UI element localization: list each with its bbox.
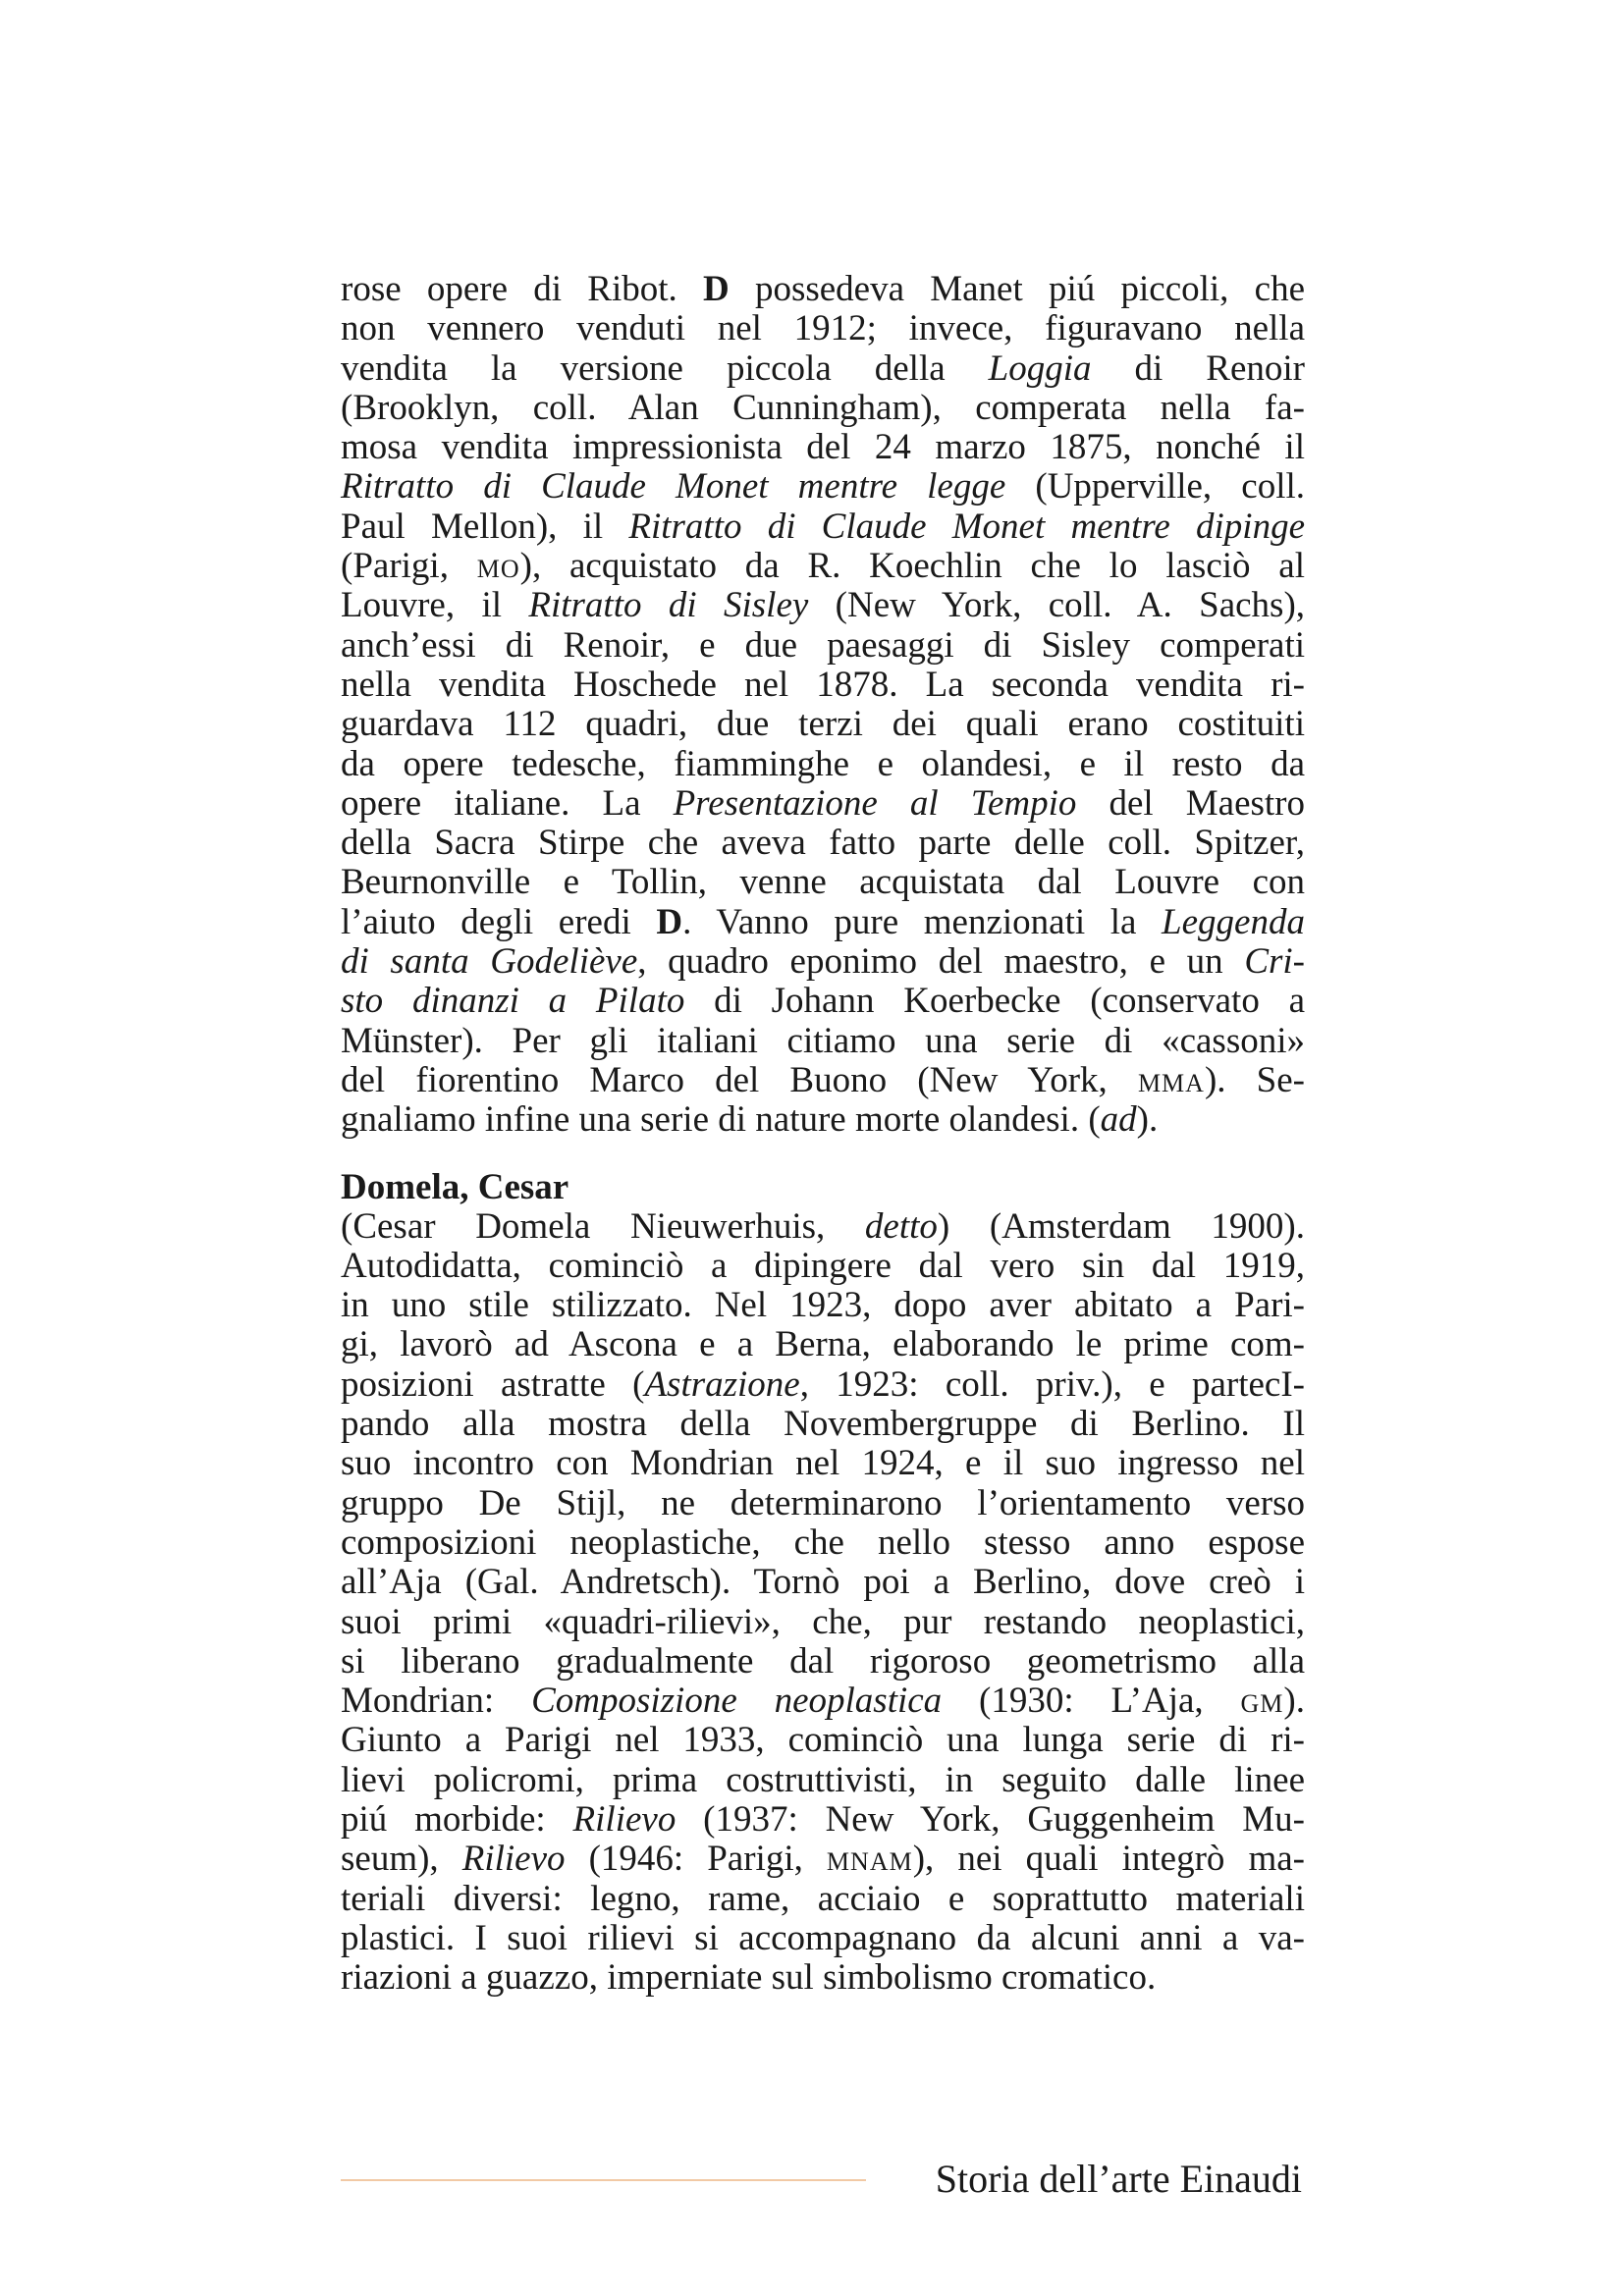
- entry-body-line: composizioni neoplastiche, che nello stesso anno espose: [341, 1522, 1305, 1563]
- entry-body-line: (Cesar Domela Nieuwerhuis, detto) (Amsterdam 1900).: [341, 1205, 1305, 1247]
- entry-body-line: pando alla mostra della Novembergruppe di Berlino. Il: [341, 1404, 1305, 1445]
- entry-body: [341, 1207, 1305, 1999]
- entry-continuation: [341, 270, 1305, 1141]
- continuation-line: anch’essi di Renoir, e due paesaggi di Sisley comperati: [341, 624, 1305, 666]
- article-text: [341, 270, 1305, 1998]
- continuation-line: l’aiuto degli eredi D. Vanno pure menzionati la Leggenda: [341, 901, 1305, 942]
- footer-rule: [341, 2179, 866, 2181]
- entry-body-line: gruppo De Stijl, ne determinarono l’orientamento verso: [341, 1482, 1305, 1523]
- continuation-line: non vennero venduti nel 1912; invece, figuravano nella: [341, 308, 1305, 349]
- entry-body-line: si liberano gradualmente dal rigoroso geometrismo alla: [341, 1640, 1305, 1682]
- continuation-line: Louvre, il Ritratto di Sisley (New York, coll. A. Sachs),: [341, 585, 1306, 626]
- entry-body-line: Autodidatta, cominciò a dipingere dal vero sin dal 1919,: [341, 1245, 1305, 1286]
- entry-body-line: in uno stile stilizzato. Nel 1923, dopo aver abitato a Pari-: [341, 1285, 1305, 1326]
- continuation-line: Ritratto di Claude Monet mentre legge (Upperville, coll.: [341, 466, 1305, 507]
- entry-body-line: seum), Rilievo (1946: Parigi, mnam), nei quali integrò ma-: [341, 1839, 1305, 1880]
- continuation-line: del fiorentino Marco del Buono (New York, mma). Se-: [341, 1059, 1305, 1100]
- entry-body-line: plastici. I suoi rilievi si accompagnano da alcuni anni a va-: [341, 1917, 1305, 1958]
- continuation-line: della Sacra Stirpe che aveva fatto parte delle coll. Spitzer,: [341, 823, 1305, 864]
- continuation-line: Beurnonville e Tollin, venne acquistata dal Louvre con: [341, 862, 1305, 903]
- continuation-line: mosa vendita impressionista del 24 marzo 1875, nonché il: [341, 427, 1305, 468]
- entry-body-line: posizioni astratte (Astrazione, 1923: coll. priv.), e partecI-: [341, 1363, 1305, 1405]
- entry-body-line: all’Aja (Gal. Andretsch). Tornò poi a Berlino, dove creò i: [341, 1562, 1305, 1603]
- continuation-line: sto dinanzi a Pilato di Johann Koerbecke (conservato a: [341, 981, 1306, 1022]
- continuation-line: Münster). Per gli italiani citiamo una serie di «cassoni»: [341, 1020, 1305, 1061]
- continuation-line: (Brooklyn, coll. Alan Cunningham), comperata nella fa-: [341, 387, 1305, 428]
- continuation-line: guardava 112 quadri, due terzi dei quali erano costituiti: [341, 704, 1305, 745]
- continuation-line: da opere tedesche, fiamminghe e olandesi, e il resto da: [341, 743, 1305, 784]
- entry-body-line: suoi primi «quadri-rilievi», che, pur restando neoplastici,: [341, 1601, 1305, 1642]
- entry-body-line: riazioni a guazzo, imperniate sul simbolismo cromatico.: [341, 1957, 1157, 1999]
- continuation-line: opere italiane. La Presentazione al Tempio del Maestro: [341, 782, 1306, 824]
- entry-body-line: Mondrian: Composizione neoplastica (1930: L’Aja, gm).: [341, 1681, 1305, 1722]
- continuation-line: rose opere di Ribot. D possedeva Manet piú piccoli, che: [341, 269, 1305, 309]
- continuation-line: gnaliamo infine una serie di nature morte olandesi. (ad).: [341, 1099, 1159, 1141]
- entry-body-line: piú morbide: Rilievo (1937: New York, Guggenheim Mu-: [341, 1798, 1305, 1840]
- entry-body-line: Giunto a Parigi nel 1933, cominciò una lunga serie di ri-: [341, 1720, 1305, 1761]
- entry-body-line: teriali diversi: legno, rame, acciaio e soprattutto materiali: [341, 1878, 1305, 1919]
- continuation-line: vendita la versione piccola della Loggia di Renoir: [341, 347, 1306, 389]
- continuation-line: Paul Mellon), il Ritratto di Claude Monet mentre dipinge: [341, 506, 1305, 547]
- entry-body-line: lievi policromi, prima costruttivisti, in seguito dalle linee: [341, 1759, 1305, 1800]
- entry-body-line: gi, lavorò ad Ascona e a Berna, elaborando le prime com-: [341, 1324, 1305, 1365]
- continuation-line: nella vendita Hoschede nel 1878. La seconda vendita ri-: [341, 664, 1305, 705]
- continuation-line: (Parigi, mo), acquistato da R. Koechlin che lo lasciò al: [341, 546, 1306, 587]
- entry-body-line: suo incontro con Mondrian nel 1924, e il suo ingresso nel: [341, 1443, 1305, 1484]
- continuation-line: di santa Godelièvе, quadro eponimo del maestro, e un Cri-: [341, 941, 1305, 983]
- entry-heading: Domela, Cesar: [341, 1166, 569, 1207]
- footer-title: Storia dell’arte Einaudi: [935, 2157, 1302, 2201]
